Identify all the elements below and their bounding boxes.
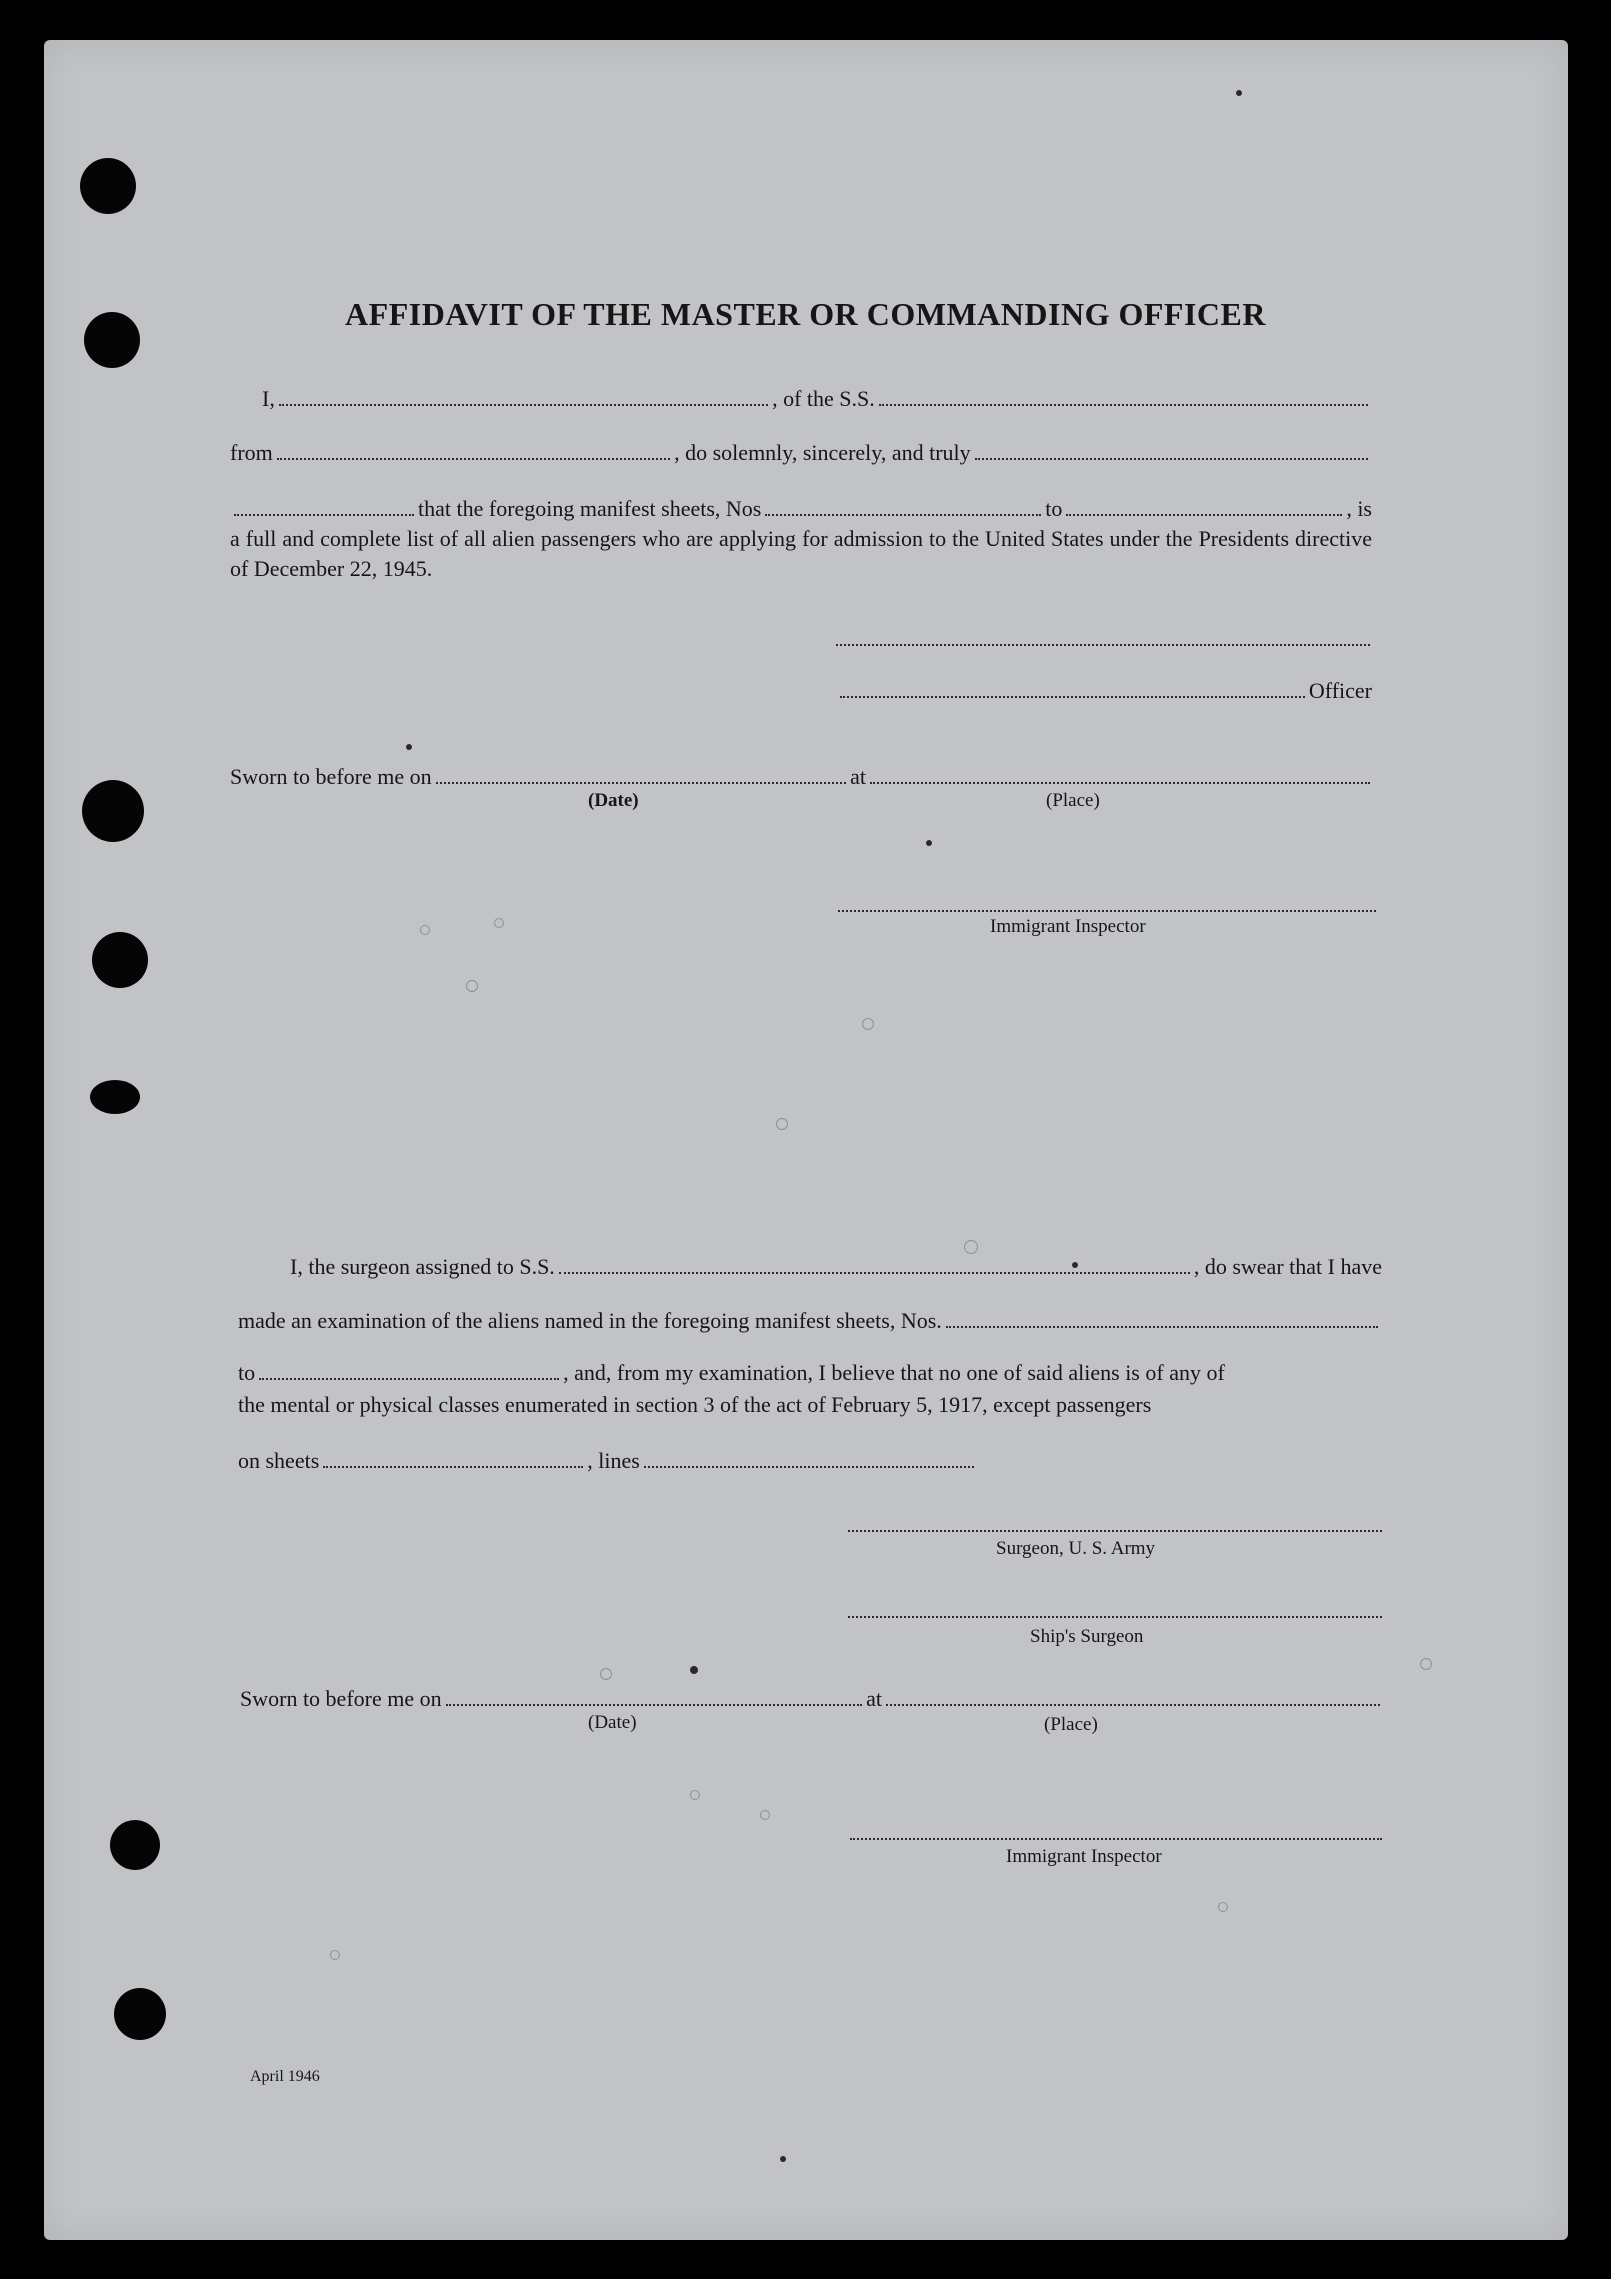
surgeon-place-caption: (Place) [1044, 1714, 1098, 1735]
form-title: AFFIDAVIT OF THE MASTER OR COMMANDING OFFICER [345, 296, 1266, 332]
scan-speck [494, 918, 504, 928]
scan-speck [420, 925, 430, 935]
army-surgeon-caption: Surgeon, U. S. Army [996, 1538, 1156, 1559]
ships-surgeon-caption: Ship's Surgeon [1030, 1626, 1144, 1647]
scan-speck [1420, 1658, 1432, 1670]
master-line-1 [262, 386, 1372, 412]
officer-signature-field[interactable] [840, 696, 1305, 698]
surgeon-line-4: the mental or physical classes enumerated in section 3 of the act of February 5, 1917, except passengers [238, 1392, 1152, 1417]
punch-hole [114, 1988, 166, 2040]
master-line-3 [230, 496, 1372, 522]
master-paragraph: a full and complete list of all alien passengers who are applying for admission to the United States under the Presidents directive of December 22, 1945. [230, 526, 1372, 581]
place-caption: (Place) [1046, 790, 1100, 811]
to-label: to [1045, 496, 1063, 521]
swear-label: , do swear that I have [1193, 1254, 1382, 1279]
lines-label: , lines [587, 1448, 640, 1473]
punch-hole [82, 780, 144, 842]
date-caption: (Date) [588, 790, 639, 811]
sworn-date-field[interactable] [436, 782, 846, 784]
punch-hole [80, 158, 136, 214]
of-ss-label: , of the S.S. [772, 386, 875, 411]
surgeon-inspector-signature-line[interactable] [850, 1838, 1382, 1840]
army-surgeon-signature-line[interactable] [848, 1530, 1382, 1532]
ship-name-field[interactable] [879, 404, 1368, 406]
solemnly-label: , do solemnly, sincerely, and truly [674, 440, 971, 465]
scan-speck [466, 980, 478, 992]
from-port-field[interactable] [277, 458, 670, 460]
ships-surgeon-signature-line[interactable] [848, 1616, 1382, 1618]
surgeon-sworn-line [240, 1686, 1384, 1712]
surgeon-ship-field[interactable] [559, 1272, 1190, 1274]
belief-label: , and, from my examination, I believe that no one of said aliens is of any of [563, 1360, 1225, 1385]
scan-speck [760, 1810, 770, 1820]
foregoing-label: that the foregoing manifest sheets, Nos [418, 496, 762, 521]
is-label: , is [1346, 496, 1372, 521]
examination-label: made an examination of the aliens named in the foregoing manifest sheets, Nos. [238, 1308, 942, 1333]
master-signature-line[interactable] [836, 644, 1370, 646]
surgeon-line-2 [238, 1308, 1382, 1334]
scan-dot [406, 744, 412, 750]
at-label: at [850, 764, 866, 789]
scan-dot [780, 2156, 786, 2162]
surgeon-sworn-date-field[interactable] [446, 1704, 862, 1706]
inspector-caption: Immigrant Inspector [990, 916, 1146, 937]
inspector-signature-line[interactable] [838, 910, 1376, 912]
surgeon-at-label: at [866, 1686, 882, 1711]
scan-speck [330, 1950, 340, 1960]
surgeon-intro: I, the surgeon assigned to S.S. [290, 1254, 555, 1279]
punch-hole [110, 1820, 160, 1870]
sworn-place-field[interactable] [870, 782, 1370, 784]
scan-speck [600, 1668, 612, 1680]
oath-field[interactable] [975, 458, 1368, 460]
surgeon-sheets-to-field[interactable] [259, 1378, 559, 1380]
declare-field[interactable] [234, 514, 414, 516]
surgeon-line-1 [290, 1254, 1382, 1280]
master-line-2 [230, 440, 1372, 466]
paper-sheet [44, 40, 1568, 2240]
exception-lines-field[interactable] [644, 1466, 974, 1468]
surgeon-sworn-place-field[interactable] [886, 1704, 1380, 1706]
sheets-to-field[interactable] [1066, 514, 1342, 516]
officer-line [836, 678, 1372, 704]
surgeon-line-5 [238, 1448, 978, 1474]
scan-speck [862, 1018, 874, 1030]
scan-speck [690, 1790, 700, 1800]
scan-speck [1218, 1902, 1228, 1912]
surgeon-date-caption: (Date) [588, 1712, 637, 1733]
punch-hole [92, 932, 148, 988]
scan-dot [926, 840, 932, 846]
name-field[interactable] [279, 404, 768, 406]
surgeon-to-label: to [238, 1360, 256, 1385]
surgeon-sworn-label: Sworn to before me on [240, 1686, 442, 1711]
scan-speck [776, 1118, 788, 1130]
surgeon-sheets-from-field[interactable] [946, 1326, 1378, 1328]
i-label: I, [262, 386, 275, 411]
scan-dot [1072, 1262, 1078, 1268]
scan-speck [964, 1240, 978, 1254]
punch-hole [90, 1080, 140, 1114]
scan-dot [1236, 90, 1242, 96]
surgeon-line-3 [238, 1360, 1382, 1386]
exception-sheets-field[interactable] [323, 1466, 583, 1468]
on-sheets-label: on sheets [238, 1448, 320, 1473]
sheets-from-field[interactable] [765, 514, 1041, 516]
from-label: from [230, 440, 273, 465]
form-date: April 1946 [250, 2068, 320, 2085]
master-sworn-line [230, 764, 1374, 790]
officer-label: Officer [1308, 678, 1372, 703]
surgeon-inspector-caption: Immigrant Inspector [1006, 1846, 1162, 1867]
sworn-label: Sworn to before me on [230, 764, 432, 789]
scan-dot [690, 1666, 698, 1674]
